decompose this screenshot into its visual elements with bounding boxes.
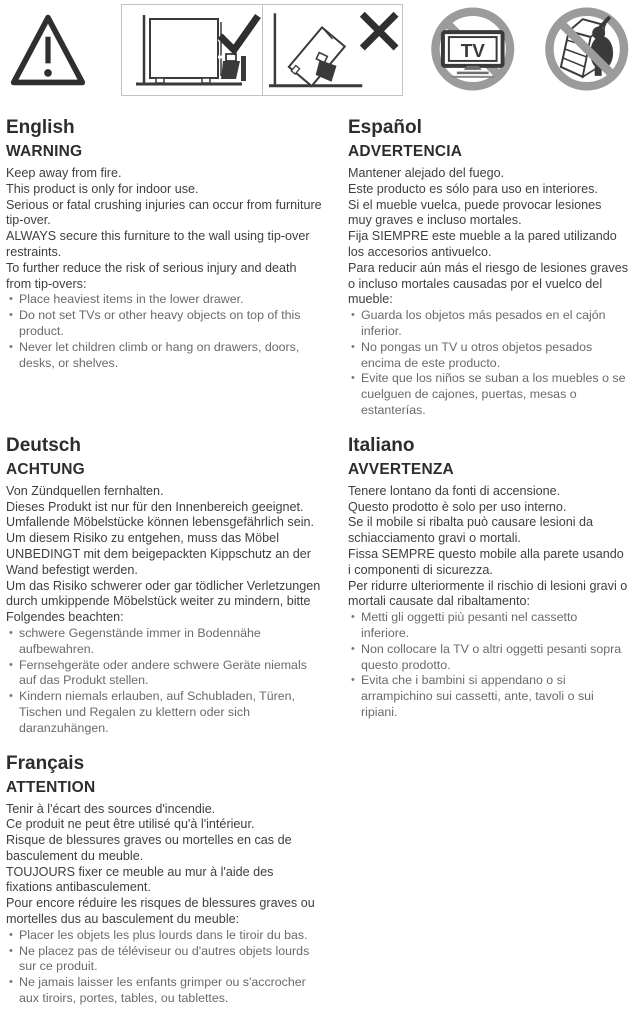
section-espanol [348,116,628,419]
bullet-item [6,292,322,308]
paragraph: Ce produit ne peut être utilisé qu'à l'intérieur. [6,817,322,833]
bullet-text: Metti gli oggetti più pesanti nel cassetto inferiore. [361,610,628,642]
paragraph: Dieses Produkt ist nur für den Innenbereich geeignet. [6,500,322,516]
tipping-furniture-x-icon [262,5,402,95]
paragraph: Per ridurre ulteriormente il rischio di lesioni gravi o mortali causate dal ribaltamento: [348,579,628,611]
bullet-item [6,658,322,690]
anchored-furniture-check-icon [122,5,262,95]
paragraph: Pour encore réduire les risques de blessures graves ou mortelles dus au basculement du meuble: [6,896,322,928]
language-title: Español [348,116,628,139]
warning-triangle-svg [8,8,88,94]
warning-heading: ADVERTENCIA [348,142,628,161]
tv-icon-label: TV [461,41,486,62]
bullet-text: Evite que los niños se suban a los muebles o se cuelguen de cajones, puertas, mesas o estanterías. [361,371,628,418]
bullet-text: Do not set TVs or other heavy objects on top of this product. [19,308,322,340]
bullet-text: Evita che i bambini si appendano o si arrampichino sui cassetti, ante, tavoli o sui ripiani. [361,673,628,720]
paragraph: Este producto es sólo para uso en interiores. [348,182,628,198]
bullet-item [348,308,628,340]
bullet-dot: • [348,673,361,720]
section-italiano [348,434,628,737]
bullet-item [6,626,322,658]
bullet-item [348,610,628,642]
bullet-item [6,689,322,736]
bullet-text: Non collocare la TV o altri oggetti pesanti sopra questo prodotto. [361,642,628,674]
paragraph: Fissa SEMPRE questo mobile alla parete usando i componenti di sicurezza. [348,547,628,579]
paragraph: Keep away from fire. [6,166,322,182]
bullet-text: No pongas un TV u otros objetos pesados encima de este producto. [361,340,628,372]
paragraph: Risque de blessures graves ou mortelles en cas de basculement du meuble. [6,833,322,865]
language-title: Français [6,752,322,775]
bullet-item [6,308,322,340]
language-title: English [6,116,322,139]
paragraph: Um diesem Risiko zu entgehen, muss das Möbel UNBEDINGT mit dem beigepackten Kippschutz an der Wand befestigt werden. [6,531,322,578]
bullet-dot: • [348,371,361,418]
paragraph: TOUJOURS fixer ce meuble au mur à l'aide des fixations antibasculement. [6,865,322,897]
warning-heading: AVVERTENZA [348,460,628,479]
bullet-text: Ne placez pas de téléviseur ou d'autres objets lourds sur ce produit. [19,944,322,976]
warning-heading: ACHTUNG [6,460,322,479]
bullet-dot: • [6,340,19,372]
paragraph: Umfallende Möbelstücke können lebensgefährlich sein. [6,515,322,531]
paragraph: This product is only for indoor use. [6,182,322,198]
paragraph: Fija SIEMPRE este mueble a la pared utilizando los accesorios antivuelco. [348,229,628,261]
paragraph: Tenere lontano da fonti di accensione. [348,484,628,500]
bullet-dot: • [6,975,19,1007]
multilanguage-warning-text [0,100,630,1017]
section-deutsch [6,434,322,737]
paragraph: Questo prodotto è solo per uso interno. [348,500,628,516]
bullet-text: Never let children climb or hang on drawers, doors, desks, or shelves. [19,340,322,372]
bullet-dot: • [348,340,361,372]
bullet-item [6,928,322,944]
no-tv-icon [429,5,517,93]
bullet-dot: • [348,610,361,642]
paragraph: Si el mueble vuelca, puede provocar lesiones muy graves e incluso mortales. [348,198,628,230]
paragraph: Para reducir aún más el riesgo de lesiones graves o incluso mortales causadas por el vuelco del mueble: [348,261,628,308]
bullet-item [6,975,322,1007]
bullet-item [6,340,322,372]
paragraph: ALWAYS secure this furniture to the wall using tip-over restraints. [6,229,322,261]
paragraph: Se il mobile si ribalta può causare lesioni da schiacciamento gravi o mortali. [348,515,628,547]
bullet-dot: • [6,928,19,944]
bullet-dot: • [6,626,19,658]
bullet-item [348,371,628,418]
section-english [6,116,322,419]
paragraph: Serious or fatal crushing injuries can occur from furniture tip-over. [6,198,322,230]
bullet-text: Guarda los objetos más pesados en el cajón inferior. [361,308,628,340]
warning-heading: WARNING [6,142,322,161]
bullet-dot: • [6,689,19,736]
section-francais [6,752,322,1007]
bullet-text: Kindern niemals erlauben, auf Schubladen, Türen, Tischen und Regalen zu klettern oder sich daranzuhängen. [19,689,322,736]
paragraph: To further reduce the risk of serious injury and death from tip-overs: [6,261,322,293]
warning-heading: ATTENTION [6,778,322,797]
bullet-text: schwere Gegenstände immer in Bodennähe aufbewahren. [19,626,322,658]
tipover-demo-panels [121,4,403,96]
paragraph: Von Zündquellen fernhalten. [6,484,322,500]
warning-triangle-icon [8,8,88,99]
bullet-item [348,340,628,372]
bullet-text: Ne jamais laisser les enfants grimper ou s'accrocher aux tiroirs, portes, tables, ou tablettes. [19,975,322,1007]
bullet-dot: • [6,308,19,340]
bullet-text: Placer les objets les plus lourds dans le tiroir du bas. [19,928,322,944]
bullet-dot: • [348,642,361,674]
bullet-item [348,642,628,674]
bullet-item [348,673,628,720]
paragraph: Mantener alejado del fuego. [348,166,628,182]
bullet-dot: • [6,292,19,308]
bullet-dot: • [6,658,19,690]
bullet-dot: • [6,944,19,976]
bullet-item [6,944,322,976]
paragraph: Tenir à l'écart des sources d'incendie. [6,802,322,818]
safety-icon-row [0,0,630,100]
paragraph: Um das Risiko schwerer oder gar tödlicher Verletzungen durch umkippende Möbelstück weiter zu mindern, bitte Folgendes beachten: [6,579,322,626]
bullet-text: Fernsehgeräte oder andere schwere Geräte niemals auf das Produkt stellen. [19,658,322,690]
bullet-text: Place heaviest items in the lower drawer. [19,292,322,308]
language-title: Deutsch [6,434,322,457]
bullet-dot: • [348,308,361,340]
language-title: Italiano [348,434,628,457]
no-climbing-icon [543,5,630,93]
